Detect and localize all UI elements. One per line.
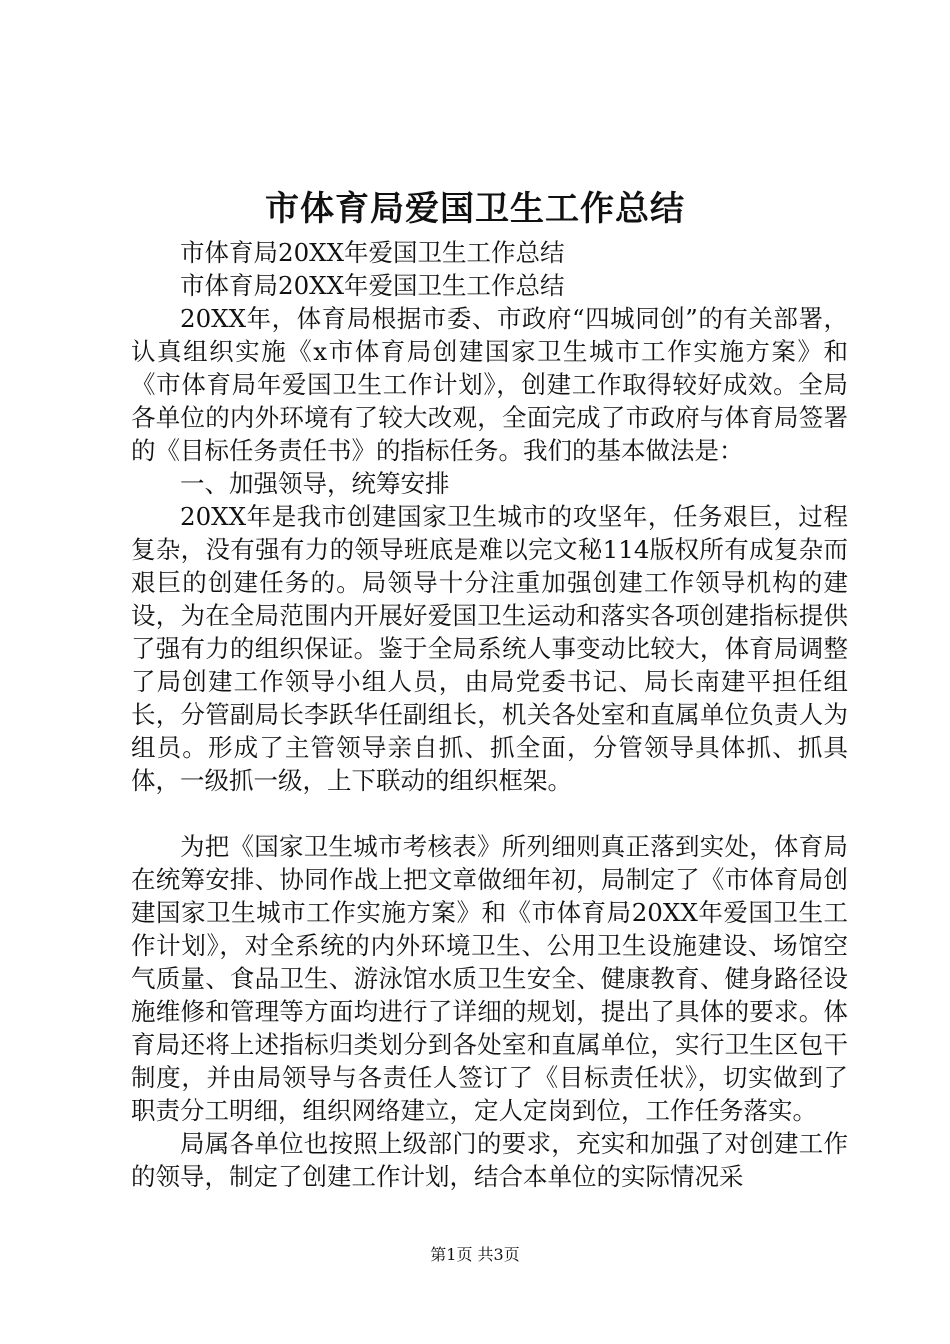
section-heading: 一、加强领导，统筹安排: [180, 469, 450, 498]
paragraph-units: 局属各单位也按照上级部门的要求，充实和加强了对创建工作的领导，制定了创建工作计划，结合本单位的实际情况采: [131, 1129, 848, 1191]
paragraph-subtitle-2: 市体育局20XX年爱国卫生工作总结: [180, 271, 565, 300]
paragraph-planning: 为把《国家卫生城市考核表》所列细则真正落到实处，体育局在统筹安排、协同作战上把文章做细年初，局制定了《市体育局创建国家卫生城市工作实施方案》和《市体育局20XX年爱国卫生工作计划》，对全系统的内外环境卫生、公用卫生设施建设、场馆空气质量、食品卫生、游泳馆水质卫生安全、健康教育、健身路径设施维修和管理等方面均进行了详细的规划，提出了具体的要求。体育局还将上述指标归类划分到各处室和直属单位，实行卫生区包干制度，并由局领导与各责任人签订了《目标责任状》，切实做到了职责分工明细，组织网络建立，定人定岗到位，工作任务落实。: [131, 832, 848, 1125]
document-body: [131, 236, 848, 1193]
paragraph-leadership: 20XX年是我市创建国家卫生城市的攻坚年，任务艰巨，过程复杂，没有强有力的领导班底是难以完文秘114版权所有成复杂而艰巨的创建任务的。局领导十分注重加强创建工作领导机构的建设，为在全局范围内开展好爱国卫生运动和落实各项创建指标提供了强有力的组织保证。鉴于全局系统人事变动比较大，体育局调整了局创建工作领导小组人员，由局党委书记、局长南建平担任组长，分管副局长李跃华任副组长，机关各处室和直属单位负责人为组员。形成了主管领导亲自抓、抓全面，分管领导具体抓、抓具体，一级抓一级，上下联动的组织框架。: [131, 502, 848, 795]
page-number: 第1页 共3页: [430, 1245, 520, 1264]
paragraph-subtitle-1: 市体育局20XX年爱国卫生工作总结: [180, 238, 565, 267]
paragraph-intro: 20XX年，体育局根据市委、市政府“四城同创”的有关部署，认真组织实施《x市体育局创建国家卫生城市工作实施方案》和《市体育局年爱国卫生工作计划》，创建工作取得较好成效。全局各单位的内外环境有了较大改观，全面完成了市政府与体育局签署的《目标任务责任书》的指标任务。我们的基本做法是：: [131, 304, 848, 465]
document-title: 市体育局爱国卫生工作总结: [265, 189, 685, 229]
